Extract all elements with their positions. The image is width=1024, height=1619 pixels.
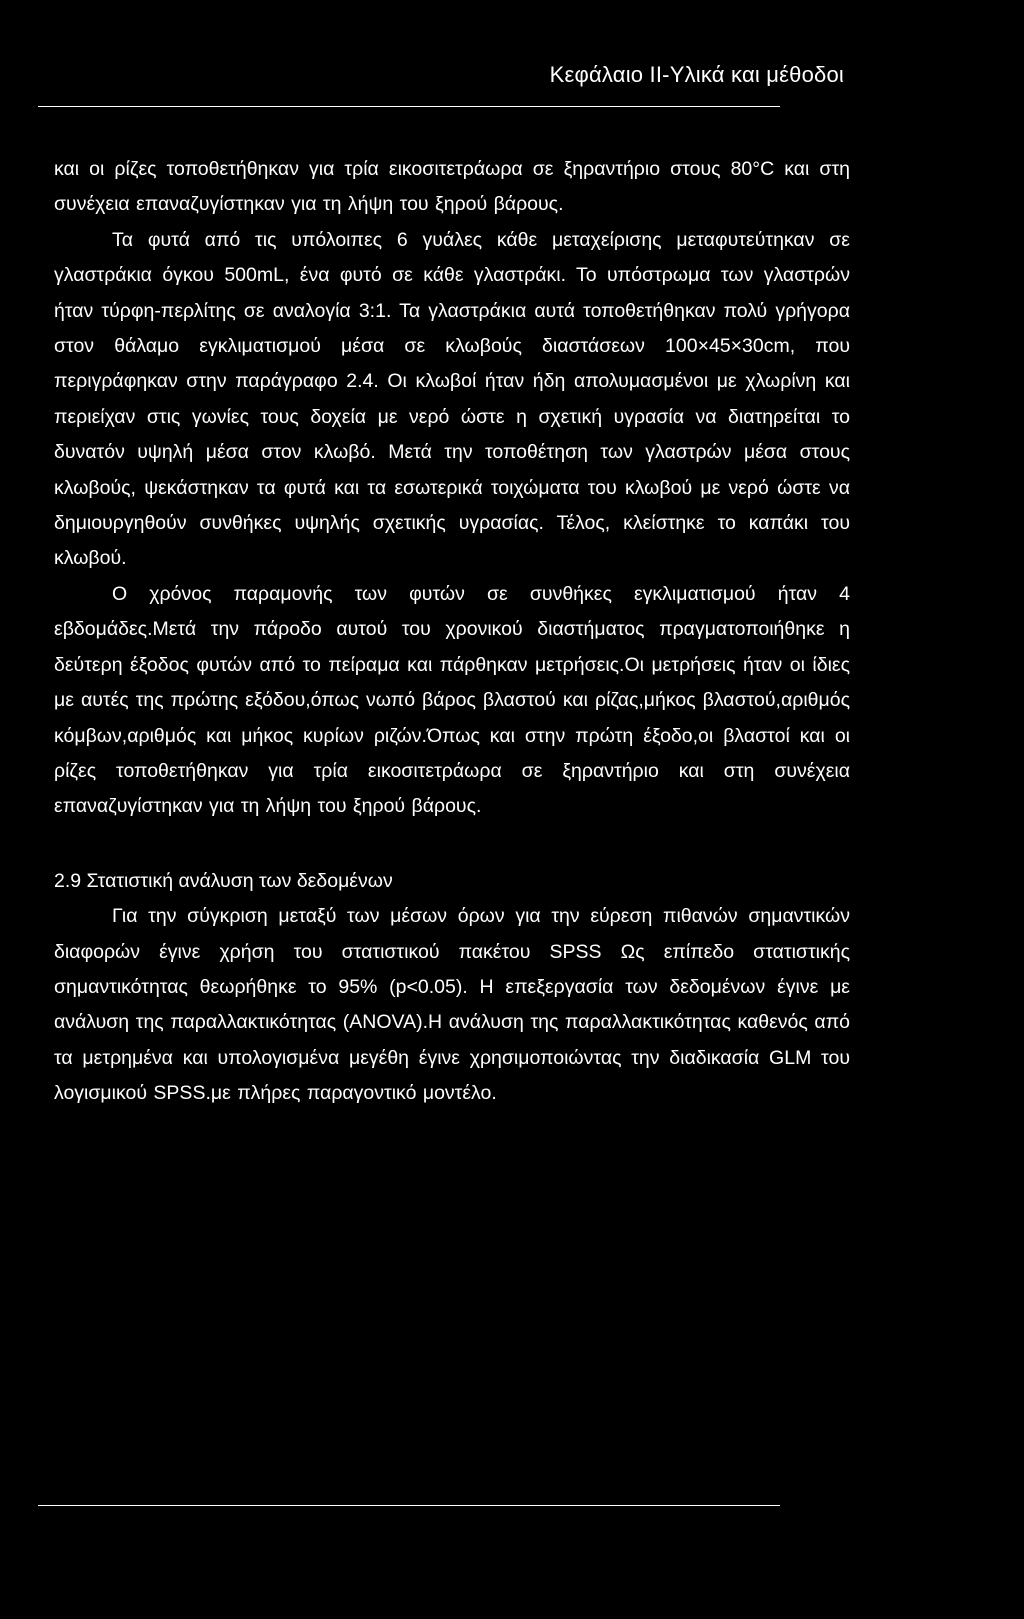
footer-rule (38, 1505, 780, 1506)
paragraph-transplanting: Τα φυτά από τις υπόλοιπες 6 γυάλες κάθε μεταχείρισης μεταφυτεύτηκαν σε γλαστράκια όγκου 500mL, ένα φυτό σε κάθε γλαστράκι. Το υπόστρωμα των γλαστρών ήταν τύρφη-περλίτης σε αναλογία 3:1. Τα γλαστράκια αυτά τοποθετήθηκαν πολύ γρήγορα στον θάλαμο εγκλιματισμού μέσα σε κλωβούς διαστάσεων 100×45×30cm, που περιγράφηκαν στην παράγραφο 2.4. Οι κλωβοί ήταν ήδη απολυμασμένοι με χλωρίνη και περιείχαν στις γωνίες τους δοχεία με νερό ώστε η σχετική υγρασία να διατηρείται το δυνατόν υψηλή μέσα στον κλωβό. Μετά την τοποθέτηση των γλαστρών μέσα στους κλωβούς, ψεκάστηκαν τα φυτά και τα εσωτερικά τοιχώματα του κλωβού με νερό ώστε να δημιουργηθούν συνθήκες υψηλής σχετικής υγρασίας. Τέλος, κλείστηκε το καπάκι του κλωβού. (54, 228, 850, 570)
paragraph-statistics: Για την σύγκριση μεταξύ των μέσων όρων για την εύρεση πιθανών σημαντικών διαφορών έγινε χρήση του στατιστικού πακέτου SPSS Ως επίπεδο στατιστικής σημαντικότητας θεωρήθηκε το 95% (p<0.05). Η επεξεργασία των δεδομένων έγινε με ανάλυση της παραλλακτικότητας (ANOVA).Η ανάλυση της παραλλακτικότητας καθενός από τα μετρημένα και υπολογισμένα μεγέθη έγινε χρησιμοποιώντας την διαδικασία GLM του λογισμικού SPSS.με πλήρες παραγοντικό μοντέλο. (54, 905, 850, 1105)
running-header: Κεφάλαιο ΙΙ-Υλικά και μέθοδοι (549, 62, 844, 87)
paragraph-drying-roots: και οι ρίζες τοποθετήθηκαν για τρία εικοσιτετράωρα σε ξηραντήριο στους 80°C και στη συνέχεια επαναζυγίστηκαν για τη λήψη του ξηρού βάρους. (54, 158, 850, 216)
section-heading-statistics: 2.9 Στατιστική ανάλυση των δεδομένων (54, 869, 393, 892)
paragraph-acclimatization: Ο χρόνος παραμονής των φυτών σε συνθήκες εγκλιματισμού ήταν 4 εβδομάδες.Μετά την πάροδο αυτού του χρονικού διαστήματος πραγματοποιήθηκε η δεύτερη έξοδος φυτών από το πείραμα και πάρθηκαν μετρήσεις.Οι μετρήσεις ήταν οι ίδιες με αυτές της πρώτης εξόδου,όπως νωπό βάρος βλαστού και ρίζας,μήκος βλαστού,αριθμός κόμβων,αριθμός και μήκος κυρίων ριζών.Όπως και στην πρώτη έξοδο,οι βλαστοί και οι ρίζες τοποθετήθηκαν για τρία εικοσιτετράωρα σε ξηραντήριο και στη συνέχεια επαναζυγίστηκαν για τη λήψη του ξηρού βάρους. (54, 582, 850, 818)
header-rule (38, 106, 780, 107)
body-text (54, 152, 850, 1112)
